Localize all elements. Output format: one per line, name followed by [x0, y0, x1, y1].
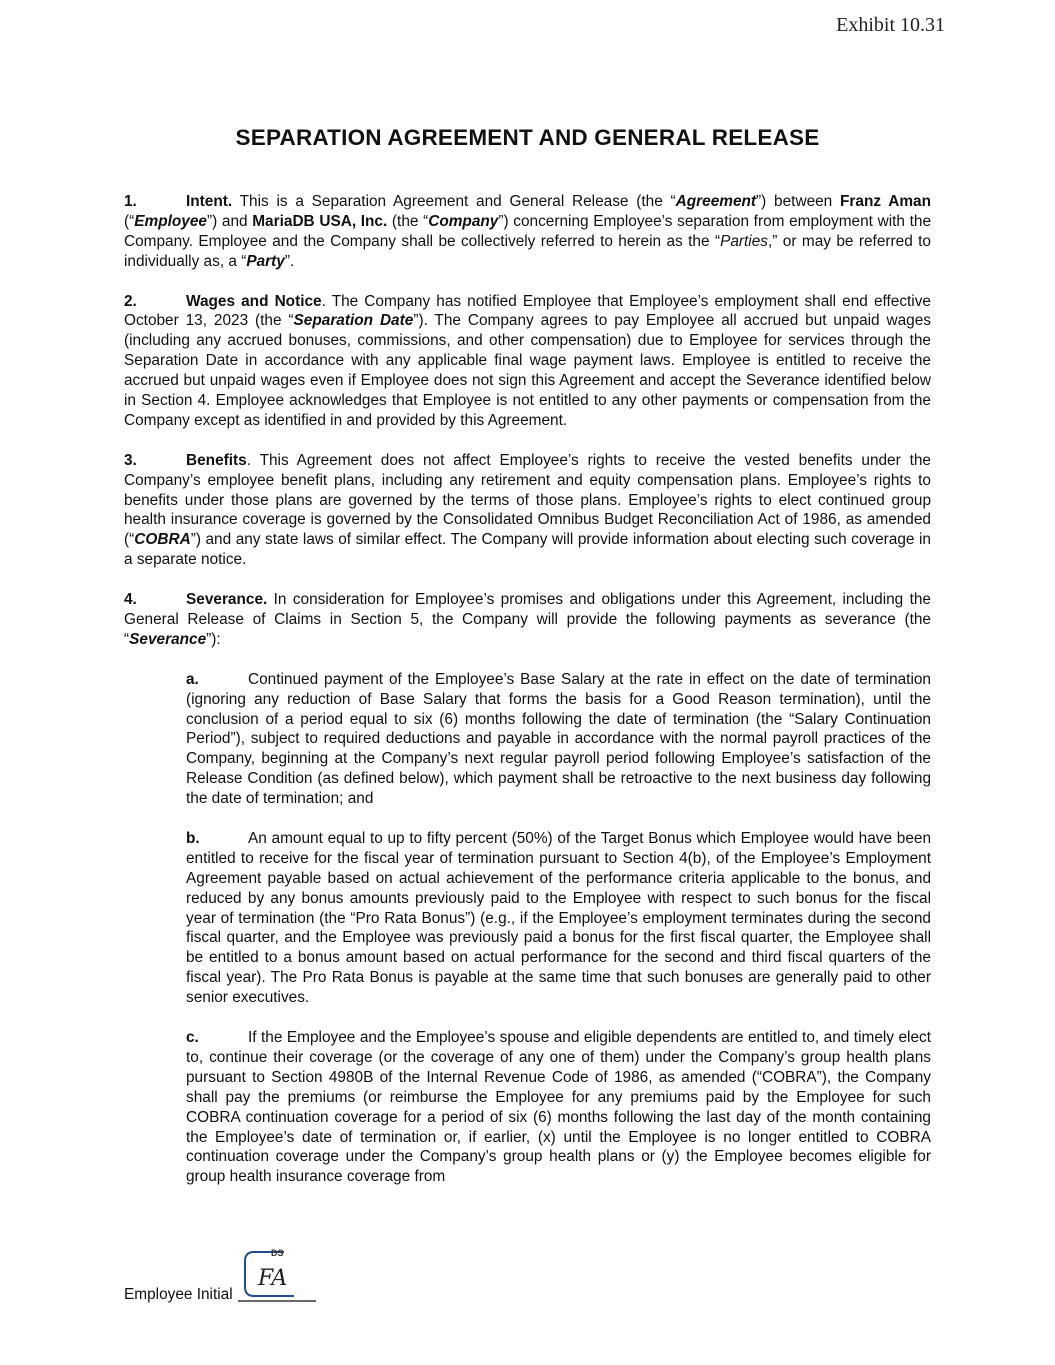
defined-term-company: Company [428, 212, 499, 230]
section-text: ”) concerning Employee’s separation from employment with the Company. Employee and the Company shall be collectively referred to herein as the “ [124, 212, 932, 250]
defined-term-parties: Parties [720, 232, 768, 250]
section-heading: Intent. [186, 193, 233, 210]
section-heading: Benefits [186, 451, 247, 469]
section-number: 3. [124, 451, 137, 469]
initials-signature: FA [258, 1266, 288, 1291]
section-text: (“ [124, 212, 135, 230]
section-2-wages [124, 292, 931, 431]
defined-term-agreement: Agreement [675, 193, 757, 210]
defined-term-separation-date: Separation Date [293, 312, 414, 330]
company-name: MariaDB USA, Inc. [252, 212, 388, 230]
exhibit-label: Exhibit 10.31 [836, 14, 945, 36]
severance-item-b [186, 829, 931, 1008]
section-heading: Severance. [186, 591, 268, 609]
section-number: 4. [124, 591, 137, 609]
section-text: (the “ [387, 212, 429, 230]
defined-term-employee: Employee [134, 212, 207, 230]
section-text: ”) between [756, 193, 840, 210]
document-title: SEPARATION AGREEMENT AND GENERAL RELEASE [235, 125, 820, 150]
section-1-intent [124, 192, 931, 272]
section-text: ,” or may be referred to individually as, a “ [124, 232, 931, 270]
severance-item-a [186, 670, 931, 809]
item-text: An amount equal to up to fifty percent (50%) of the Target Bonus which Employee would have been entitled to receive for the fiscal year of termination pursuant to Section 4(b), of the Employee’s Employment Agreement payable based on actual achievement of the performance criteria applicable to the bonus, and reduced by any bonus amounts previously paid to the Employee with respect to such bonus for the fiscal year of termination (the “Pro Rata Bonus”) (e.g., if the Employee’s employment terminates during the second fiscal quarter, and the Employee was previously paid a bonus for the first fiscal quarter, the Employee shall be entitled to a bonus amount based on actual performance for the second and third fiscal quarters of the fiscal year). The Pro Rata Bonus is payable at the same time that such bonuses are generally paid to other senior executives. [186, 829, 931, 1007]
ds-label: DS [271, 1248, 284, 1258]
section-3-benefits [124, 451, 931, 570]
item-text: Continued payment of the Employee’s Base Salary at the rate in effect on the date of termination (ignoring any reduction of Base Salary that forms the basis for a Good Reason termination), until the conclusion of a period equal to six (6) months following the date of termination (the “Salary Continuation Period”), subject to required deductions and payable in accordance with the normal payroll practices of the Company, beginning at the Company’s next regular payroll period following Employee’s satisfaction of the Release Condition (as defined below), which payment shall be retroactive to the next business day following the date of termination; and [186, 670, 931, 808]
section-text: ”). The Company agrees to pay Employee all accrued but unpaid wages (including any accrued bonuses, commissions, and other compensation) due to Employee for services through the Separation Date in accordance with any applicable final wage payment laws. Employee is entitled to receive the accrued but unpaid wages even if Employee does not sign this Agreement and accept the Severance identified below in Section 4. Employee acknowledges that Employee is not entitled to any other payments or compensation from the Company except as identified in and provided by this Agreement. [124, 312, 931, 429]
section-text: . The Company has notified Employee that Employee’s employment shall end effective October 13, 2023 (the “ [124, 292, 931, 330]
section-number: 2. [124, 292, 137, 310]
section-text: ”): [206, 630, 221, 648]
section-heading: Wages and Notice [186, 292, 322, 310]
employee-name: Franz Aman [840, 193, 931, 210]
section-text: ”) and [206, 212, 253, 230]
docusign-initials-box [236, 1243, 318, 1303]
section-4-severance [124, 590, 931, 650]
section-text: . This Agreement does not affect Employee’s rights to receive the vested benefits under the Company’s employee benefit plans, including any retirement and equity compensation plans. Employee’s rights to benefits under those plans are governed by the terms of those plans. Employee’s rights to elect continued group health insurance coverage is governed by the Consolidated Omnibus Budget Reconciliation Act of 1986, as amended (“ [124, 451, 931, 549]
severance-item-c [186, 1028, 931, 1187]
defined-term-severance: Severance [129, 630, 207, 648]
defined-term-party: Party [246, 252, 285, 270]
employee-initial-label: Employee Initial [124, 1286, 233, 1303]
defined-term-cobra: COBRA [134, 531, 191, 549]
document-body [124, 192, 931, 1207]
item-label: c. [186, 1028, 199, 1046]
section-number: 1. [124, 193, 137, 210]
section-text: ”) and any state laws of similar effect. The Company will provide information about electing such coverage in a separate notice. [124, 531, 931, 569]
section-text: In consideration for Employee’s promises and obligations under this Agreement, including the General Release of Claims in Section 5, the Company will provide the following payments as severance (the “ [124, 591, 931, 648]
section-text: ”. [284, 252, 295, 270]
item-label: a. [186, 670, 199, 688]
section-text: This is a Separation Agreement and General Release (the “ [232, 193, 676, 210]
item-label: b. [186, 829, 200, 847]
item-text: If the Employee and the Employee’s spouse and eligible dependents are entitled to, and timely elect to, continue their coverage (or the coverage of any one of them) under the Company’s group health plans pursuant to Section 4980B of the Internal Revenue Code of 1986, as amended (“COBRA”), the Company shall pay the premiums (or reimburse the Employee for any premiums paid by the Employee for such COBRA continuation coverage for a period of six (6) months following the last day of the month containing the Employee’s date of termination or, if earlier, (x) until the Employee is no longer entitled to COBRA continuation coverage under the Company’s group health plans or (y) the Employee becomes eligible for group health insurance coverage from [186, 1028, 931, 1186]
